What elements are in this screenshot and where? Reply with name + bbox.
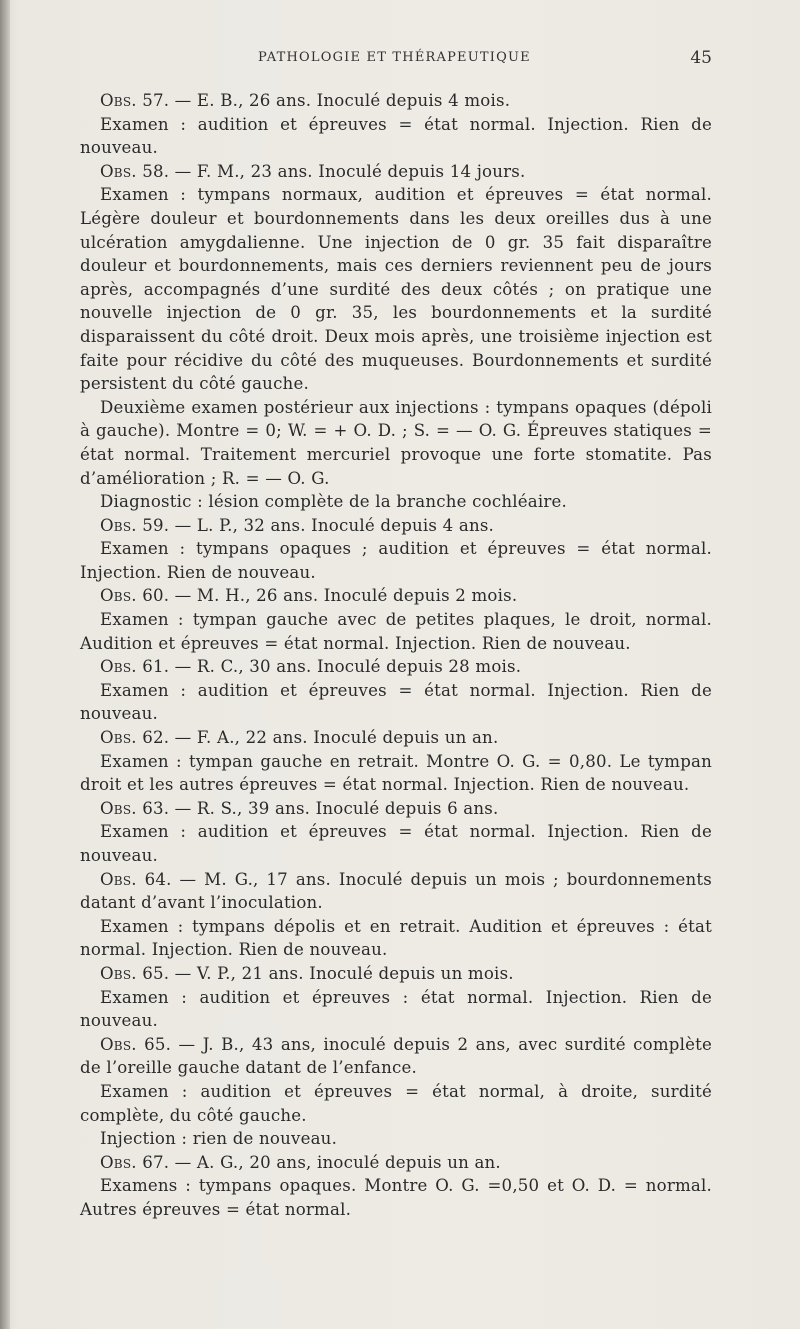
obs-label: Obs xyxy=(100,728,132,748)
page-gutter-shadow xyxy=(0,0,10,1329)
paragraph-text: Examen : tympans opaques ; audition et épreuves = état normal. Injection. Rien de nouveau. xyxy=(80,539,712,582)
paragraph xyxy=(80,1151,712,1175)
paragraph-text: Deuxième examen postérieur aux injections : tympans opaques (dépoli à gauche). Montre = 0; W. = + O. D. ; S. = — O. G. Épreuves statiques = état normal. Traitement mercuriel provoque une forte stomatite. Pas d’amélioration ; R. = — O. G. xyxy=(80,397,712,488)
obs-label: Obs xyxy=(100,91,132,110)
obs-label: Obs xyxy=(100,586,132,606)
paragraph-text: . 58. — F. M., 23 ans. Inoculé depuis 14 jours. xyxy=(131,161,526,181)
paragraph xyxy=(80,1127,712,1151)
paragraph-text: Injection : rien de nouveau. xyxy=(100,1129,338,1149)
paragraph xyxy=(80,1033,712,1080)
paragraph xyxy=(80,797,712,821)
paragraph-text: Examen : audition et épreuves = état normal. Injection. Rien de nouveau. xyxy=(80,822,712,865)
obs-label: Obs xyxy=(100,1152,132,1172)
page-number: 45 xyxy=(690,48,712,68)
obs-label: Obs xyxy=(100,161,132,181)
paragraph-text: . 59. — L. P., 32 ans. Inoculé depuis 4 ans. xyxy=(131,515,495,535)
paragraph xyxy=(80,514,712,538)
paragraph-text: Examen : tympans dépolis et en retrait. Audition et épreuves : état normal. Injection. Rien de nouveau. xyxy=(80,916,712,960)
paragraph xyxy=(80,679,712,726)
paragraph xyxy=(80,396,712,490)
paragraph xyxy=(80,726,712,750)
paragraph xyxy=(80,537,712,584)
obs-label: Obs xyxy=(100,657,132,677)
obs-label: Obs xyxy=(100,869,132,889)
paragraph-text: . 65. — V. P., 21 ans. Inoculé depuis un mois. xyxy=(131,963,514,983)
paragraph-text: Examens : tympans opaques. Montre O. G. =0,50 et O. D. = normal. Autres épreuves = état normal. xyxy=(80,1176,712,1219)
body-text xyxy=(80,89,712,1222)
paragraph xyxy=(80,655,712,679)
obs-label: Obs xyxy=(100,515,132,535)
paragraph-text: Examen : audition et épreuves = état normal. Injection. Rien de nouveau. xyxy=(80,680,712,724)
paragraph xyxy=(80,608,712,655)
paragraph-text: . 63. — R. S., 39 ans. Inoculé depuis 6 ans. xyxy=(131,798,499,818)
paragraph-text: . 67. — A. G., 20 ans, inoculé depuis un an. xyxy=(131,1152,501,1172)
paragraph-text: . 62. — F. A., 22 ans. Inoculé depuis un an. xyxy=(131,728,499,748)
paragraph xyxy=(80,1174,712,1221)
obs-label: Obs xyxy=(100,963,132,983)
paragraph xyxy=(80,986,712,1033)
paragraph xyxy=(80,820,712,867)
paragraph xyxy=(80,1080,712,1127)
obs-label: Obs xyxy=(100,1034,132,1054)
obs-label: Obs xyxy=(100,798,132,818)
page-header xyxy=(80,48,712,72)
paragraph-text: . 61. — R. C., 30 ans. Inoculé depuis 28 mois. xyxy=(131,657,522,677)
paragraph xyxy=(80,183,712,395)
paragraph-text: Examen : audition et épreuves = état normal, à droite, surdité complète, du côté gauche. xyxy=(80,1081,712,1125)
paragraph-text: . 57. — E. B., 26 ans. Inoculé depuis 4 mois. xyxy=(131,91,511,110)
paragraph-text: Examen : audition et épreuves = état normal. Injection. Rien de nouveau. xyxy=(80,114,712,158)
paragraph-text: . 65. — J. B., 43 ans, inoculé depuis 2 ans, avec surdité complète de l’oreille gauche datant de l’enfance. xyxy=(80,1034,712,1078)
paragraph xyxy=(80,113,712,160)
paragraph-text: Examen : audition et épreuves : état normal. Injection. Rien de nouveau. xyxy=(80,987,712,1031)
paragraph xyxy=(80,89,712,113)
paragraph xyxy=(80,490,712,514)
paragraph-text: Examen : tympan gauche en retrait. Montre O. G. = 0,80. Le tympan droit et les autres épreuves = état normal. Injection. Rien de nouveau. xyxy=(80,751,712,795)
paragraph xyxy=(80,750,712,797)
paragraph xyxy=(80,868,712,915)
paragraph-text: Diagnostic : lésion complète de la branche cochléaire. xyxy=(100,492,567,512)
running-title: PATHOLOGIE ET THÉRAPEUTIQUE xyxy=(258,50,531,65)
paragraph-text: . 60. — M. H., 26 ans. Inoculé depuis 2 mois. xyxy=(131,586,518,606)
paragraph xyxy=(80,962,712,986)
paragraph-text: Examen : tympan gauche avec de petites plaques, le droit, normal. Audition et épreuves = état normal. Injection. Rien de nouveau. xyxy=(80,610,712,653)
paragraph-text: Examen : tympans normaux, audition et épreuves = état normal. Légère douleur et bourdonnements dans les deux oreilles dus à une ulcération amygdalienne. Une injection de 0 gr. 35 fait disparaître douleur et bourdonnements, mais ces derniers reviennent peu de jours après, accompagnés d’une surdité des deux côtés ; on pratique une nouvelle injection de 0 gr. 35, les bourdonnements et la surdité disparaissent du côté droit. Deux mois après, une troisième injection est faite pour récidive du côté des muqueuses. Bourdonnements et surdité persistent du côté gauche. xyxy=(80,185,712,394)
paragraph xyxy=(80,915,712,962)
paragraph xyxy=(80,160,712,184)
paragraph xyxy=(80,584,712,608)
paragraph-text: . 64. — M. G., 17 ans. Inoculé depuis un mois ; bourdonnements datant d’avant l’inoculation. xyxy=(80,869,712,913)
